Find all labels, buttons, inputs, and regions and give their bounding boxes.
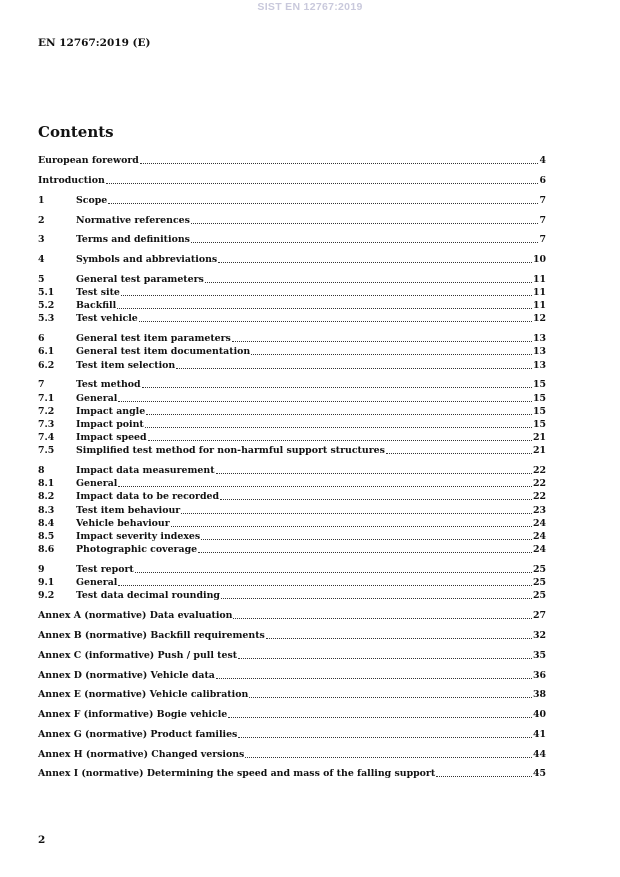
toc-entry-label: Scope [76,194,108,206]
toc-entry[interactable] [38,728,546,741]
table-of-contents [38,154,546,780]
toc-entry-page: 32 [532,629,546,641]
toc-entry-page: 15 [532,405,546,417]
toc-entry-page: 7 [539,234,546,246]
toc-entry-page: 36 [532,669,546,681]
toc-entry-label: Vehicle behaviour [76,517,170,529]
toc-entry-label: Impact point [76,418,144,430]
toc-entry[interactable] [38,154,546,167]
toc-entry-label: General test parameters [76,273,204,285]
toc-entry[interactable] [38,312,546,325]
toc-entry[interactable] [38,391,546,404]
toc-entry-number: 8.3 [38,504,55,516]
toc-entry-page: 24 [532,531,546,543]
toc-dot-leader [191,242,539,243]
toc-entry-label: Annex B (normative) Backfill requirements [38,629,265,641]
toc-entry-page: 6 [539,174,546,186]
toc-entry-label: Annex I (normative) Determining the speed and mass of the falling support [38,768,436,780]
toc-entry-number: 3 [38,234,45,246]
toc-dot-leader [148,440,532,441]
toc-entry-number: 7 [38,379,45,391]
toc-dot-leader [139,321,532,322]
toc-dot-leader [106,183,539,184]
toc-entry[interactable] [38,174,546,187]
toc-entry-page: 12 [532,313,546,325]
toc-entry-page: 35 [532,649,546,661]
toc-dot-leader [171,526,532,527]
toc-entry-page: 13 [532,333,546,345]
toc-dot-leader [146,414,532,415]
toc-entry[interactable] [38,444,546,457]
toc-entry[interactable] [38,194,546,207]
toc-entry[interactable] [38,708,546,721]
toc-entry-label: Impact data to be recorded [76,491,220,503]
toc-dot-leader [118,401,532,402]
toc-entry-label: Symbols and abbreviations [76,254,218,266]
toc-entry-page: 24 [532,517,546,529]
toc-entry[interactable] [38,688,546,701]
toc-dot-leader [233,618,531,619]
toc-entry[interactable] [38,418,546,431]
toc-entry-page: 4 [539,155,546,167]
toc-dot-leader [201,539,532,540]
toc-entry-page: 11 [532,273,546,285]
toc-entry[interactable] [38,477,546,490]
toc-entry[interactable] [38,668,546,681]
toc-entry[interactable] [38,517,546,530]
toc-dot-leader [216,678,532,679]
toc-entry-page: 25 [532,590,546,602]
toc-entry-number: 9.2 [38,590,55,602]
toc-entry-label: Test vehicle [76,313,138,325]
toc-entry[interactable] [38,609,546,622]
toc-entry-number: 8.5 [38,531,55,543]
toc-entry-page: 7 [539,214,546,226]
toc-entry[interactable] [38,286,546,299]
toc-entry[interactable] [38,233,546,246]
toc-entry[interactable] [38,405,546,418]
toc-entry-label: Annex D (normative) Vehicle data [38,669,215,681]
toc-dot-leader [140,163,539,164]
toc-entry-label: Impact angle [76,405,146,417]
toc-dot-leader [145,427,532,428]
toc-entry-label: Annex G (normative) Product families [38,728,238,740]
toc-entry-label: Test method [76,379,141,391]
toc-entry-label: Introduction [38,174,105,186]
toc-entry-number: 8.6 [38,544,55,556]
toc-dot-leader [216,473,532,474]
toc-dot-leader [251,354,532,355]
toc-dot-leader [218,262,532,263]
toc-entry-number: 7.4 [38,432,55,444]
toc-dot-leader [118,486,532,487]
toc-entry-label: General [76,392,118,404]
toc-entry-page: 7 [539,194,546,206]
toc-entry[interactable] [38,503,546,516]
toc-entry-page: 15 [532,418,546,430]
toc-entry-label: Normative references [76,214,190,226]
toc-entry-label: General test item parameters [76,333,231,345]
toc-dot-leader [118,585,532,586]
toc-entry-page: 25 [532,577,546,589]
page-number: 2 [38,834,46,846]
toc-dot-leader [117,308,532,309]
toc-entry-label: Annex C (informative) Push / pull test [38,649,238,661]
toc-entry-page: 13 [532,359,546,371]
toc-entry-number: 7.5 [38,445,55,457]
toc-entry-number: 9 [38,564,45,575]
toc-entry[interactable] [38,576,546,589]
toc-dot-leader [142,387,532,388]
toc-entry[interactable] [38,464,546,477]
toc-entry-label: Test data decimal rounding [76,590,220,602]
toc-entry[interactable] [38,431,546,444]
toc-entry[interactable] [38,253,546,266]
toc-entry-page: 44 [532,748,546,760]
toc-entry-label: Impact speed [76,432,147,444]
toc-dot-leader [386,453,532,454]
toc-entry-label: General test item documentation [76,346,251,358]
toc-entry-label: Photographic coverage [76,544,198,556]
toc-entry-number: 5.3 [38,313,55,325]
toc-entry-label: Annex F (informative) Bogie vehicle [38,709,228,721]
watermark: SIST EN 12767:2019 [257,1,363,13]
toc-entry[interactable] [38,649,546,662]
toc-entry-page: 21 [532,432,546,444]
toc-dot-leader [191,223,539,224]
toc-entry-number: 8.2 [38,491,55,503]
toc-dot-leader [238,658,532,659]
toc-entry-label: Test item behaviour [76,504,181,516]
toc-entry-number: 1 [38,194,45,206]
toc-entry[interactable] [38,345,546,358]
toc-entry-number: 6.1 [38,346,55,358]
toc-dot-leader [228,717,532,718]
toc-entry-number: 8.4 [38,517,55,529]
toc-entry-page: 21 [532,445,546,457]
toc-entry-page: 10 [532,254,546,266]
toc-entry-number: 6.2 [38,359,55,371]
toc-dot-leader [108,203,538,204]
toc-entry[interactable] [38,273,546,286]
toc-entry[interactable] [38,358,546,371]
toc-entry-number: 5.2 [38,300,55,312]
toc-entry-page: 13 [532,346,546,358]
toc-entry-number: 8.1 [38,478,55,490]
toc-entry-number: 7.3 [38,418,55,430]
toc-entry-page: 24 [532,544,546,556]
document-id: EN 12767:2019 (E) [38,37,151,49]
toc-dot-leader [245,757,532,758]
toc-dot-leader [205,282,532,283]
toc-entry-page: 45 [532,768,546,780]
toc-entry-label: Simplified test method for non-harmful support structures [76,445,385,457]
toc-entry-label: General [76,577,118,589]
toc-entry-page: 22 [532,478,546,490]
toc-entry[interactable] [38,543,546,556]
toc-entry[interactable] [38,299,546,312]
toc-entry[interactable] [38,378,546,391]
toc-dot-leader [266,638,532,639]
toc-dot-leader [232,341,532,342]
toc-entry-label: Test report [76,564,134,575]
toc-entry-label: Test site [76,287,120,299]
toc-entry[interactable] [38,530,546,543]
toc-entry-page: 25 [532,564,546,575]
toc-entry-label: Annex H (normative) Changed versions [38,748,245,760]
toc-entry-page: 23 [532,504,546,516]
toc-entry[interactable] [38,747,546,760]
toc-entry-number: 5.1 [38,287,55,299]
toc-entry-page: 22 [532,465,546,477]
toc-dot-leader [121,295,532,296]
toc-entry-page: 27 [532,610,546,622]
toc-entry-number: 2 [38,214,45,226]
toc-entry-page: 40 [532,709,546,721]
toc-entry[interactable] [38,490,546,503]
toc-entry-page: 22 [532,491,546,503]
toc-dot-leader [436,776,532,777]
toc-entry-label: European foreword [38,155,139,167]
toc-entry-number: 7.2 [38,405,55,417]
toc-entry-label: General [76,478,118,490]
toc-dot-leader [220,499,532,500]
toc-dot-leader [221,598,532,599]
toc-entry-label: Test item selection [76,359,176,371]
toc-dot-leader [135,572,532,573]
toc-entry-page: 38 [532,689,546,701]
toc-entry-label: Terms and definitions [76,234,190,246]
toc-entry-label: Impact severity indexes [76,531,201,543]
toc-entry[interactable] [38,563,546,576]
toc-entry[interactable] [38,213,546,226]
toc-entry-page: 15 [532,392,546,404]
toc-entry-label: Annex E (normative) Vehicle calibration [38,689,249,701]
toc-entry-number: 8 [38,465,45,477]
toc-dot-leader [249,697,532,698]
toc-dot-leader [181,513,532,514]
toc-dot-leader [198,552,532,553]
toc-entry-page: 15 [532,379,546,391]
toc-entry-number: 9.1 [38,577,55,589]
toc-entry-number: 7.1 [38,392,55,404]
toc-entry-label: Backfill [76,300,117,312]
toc-entry-page: 41 [532,728,546,740]
contents-title: Contents [38,123,114,141]
toc-entry-page: 11 [532,300,546,312]
toc-entry[interactable] [38,767,546,780]
toc-entry-page: 11 [532,287,546,299]
toc-entry-number: 6 [38,333,45,345]
toc-entry[interactable] [38,589,546,602]
toc-entry[interactable] [38,332,546,345]
toc-entry-number: 4 [38,254,45,266]
toc-entry-number: 5 [38,273,45,285]
toc-entry-label: Impact data measurement [76,465,215,477]
toc-dot-leader [238,737,532,738]
toc-entry-label: Annex A (normative) Data evaluation [38,610,233,622]
toc-dot-leader [176,368,532,369]
toc-entry[interactable] [38,629,546,642]
